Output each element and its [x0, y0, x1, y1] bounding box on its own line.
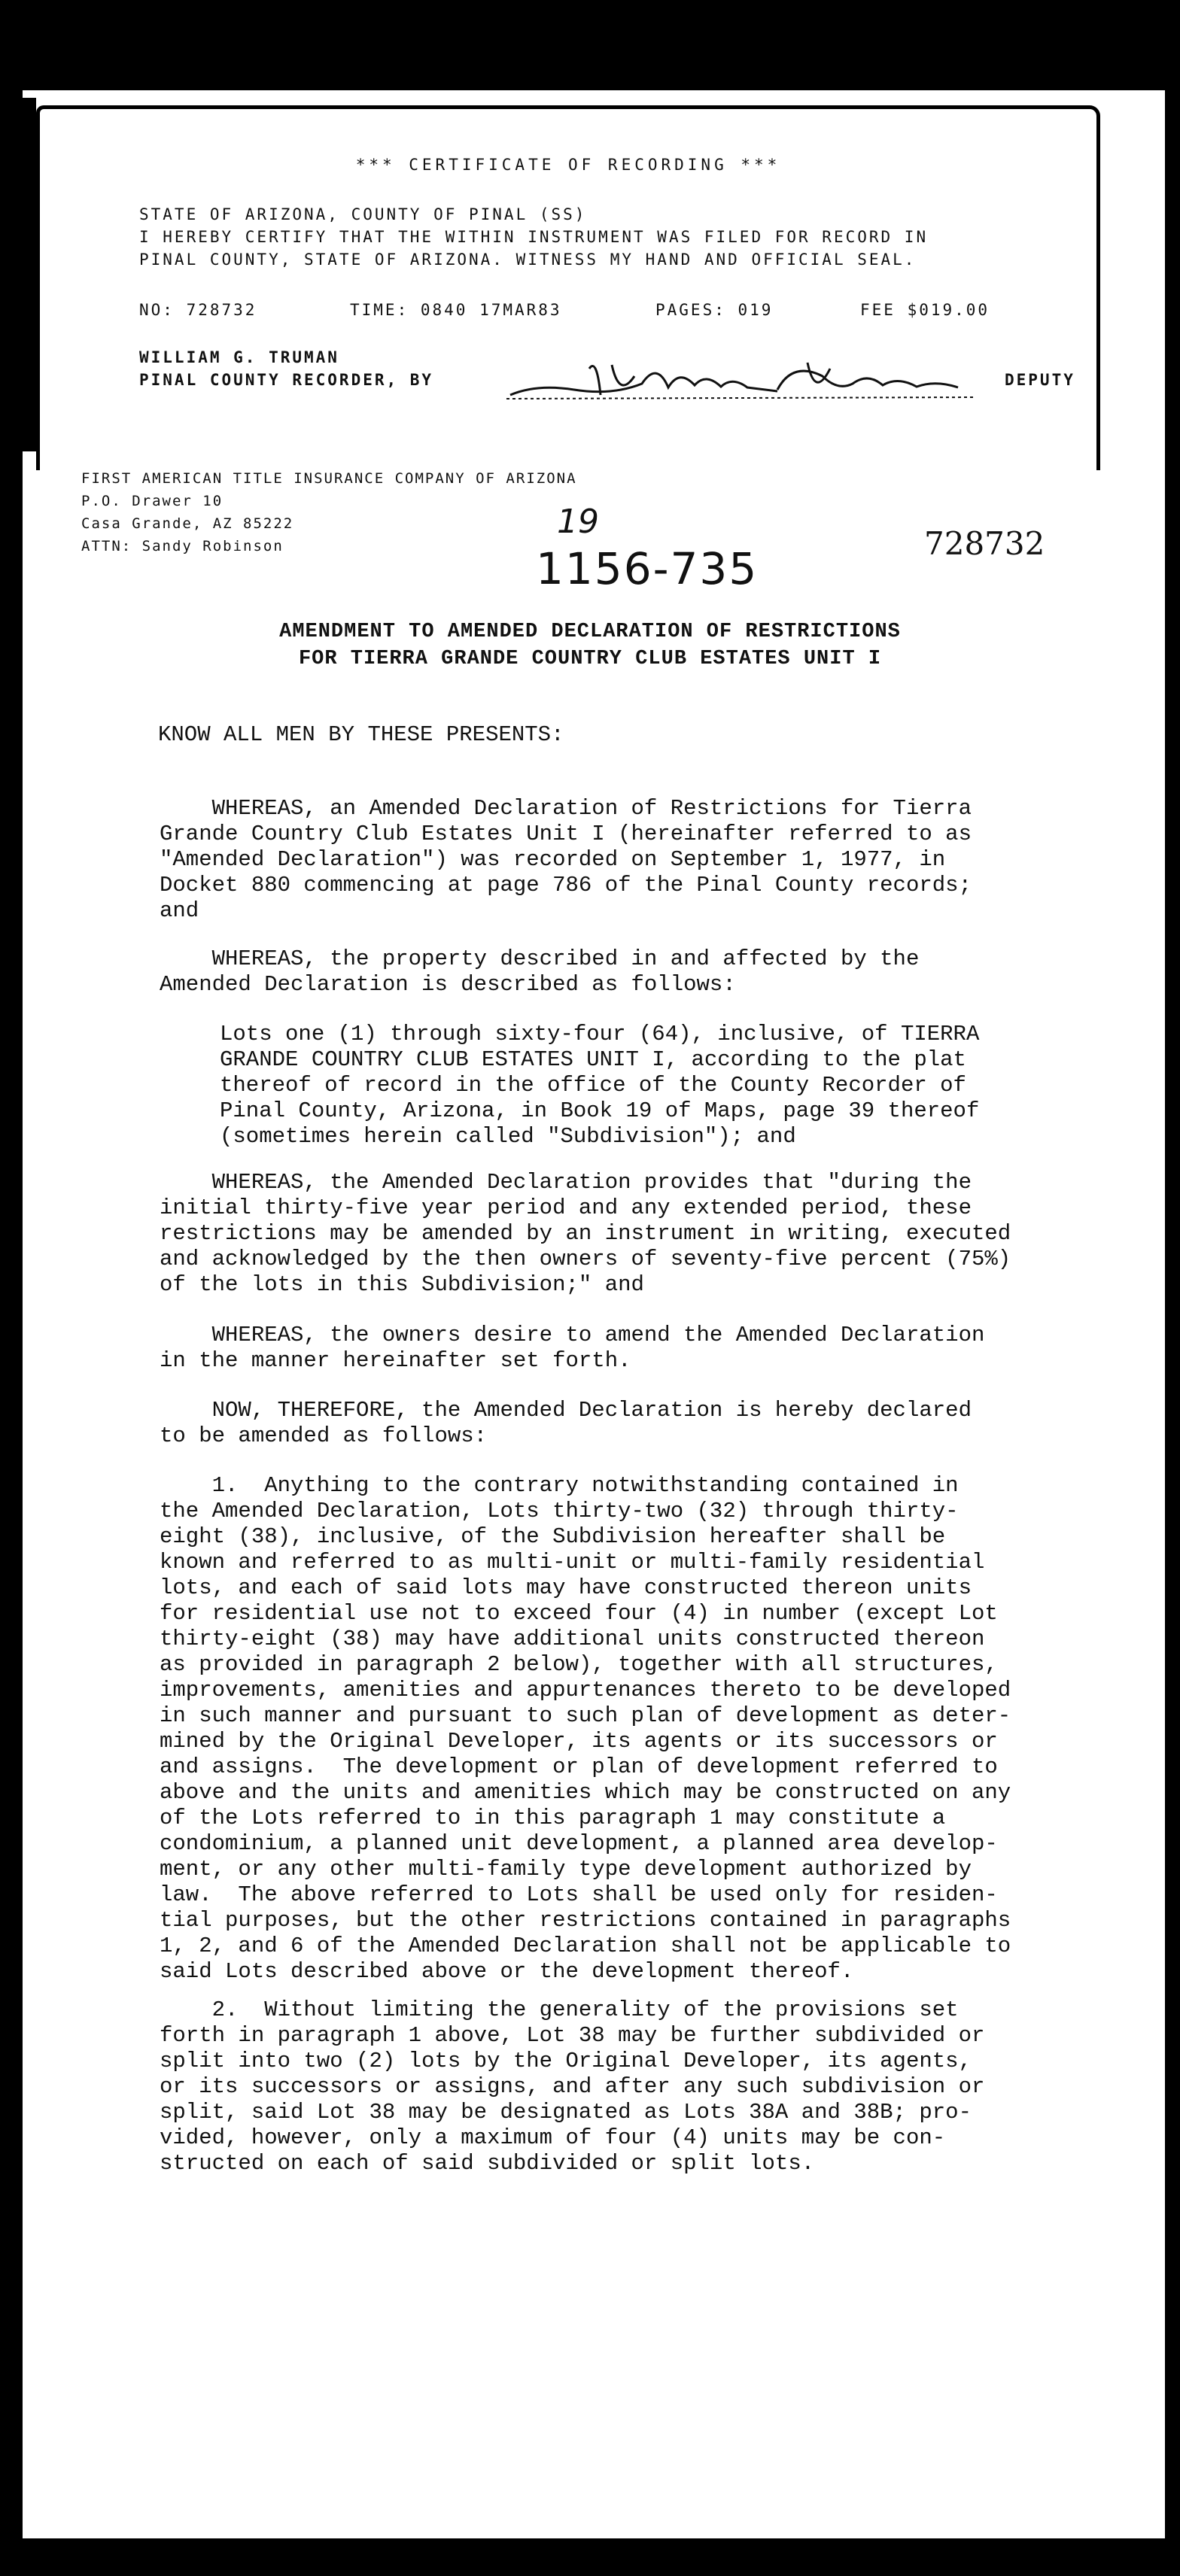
text-line: 1. Anything to the contrary notwithstanding contained in — [160, 1473, 959, 1498]
return-address-line-3: Casa Grande, AZ 85222 — [81, 515, 294, 532]
recording-fee: FEE $019.00 — [860, 301, 990, 319]
intro-line: KNOW ALL MEN BY THESE PRESENTS: — [158, 722, 564, 747]
text-line: Grande Country Club Estates Unit I (hereinafter referred to as — [160, 822, 972, 846]
recording-pages: PAGES: 019 — [655, 301, 774, 319]
return-address-line-4: ATTN: Sandy Robinson — [81, 538, 284, 554]
text-line: of the lots in this Subdivision;" and — [160, 1272, 644, 1297]
text-line: mined by the Original Developer, its agents or its successors or — [160, 1729, 998, 1754]
text-line: as provided in paragraph 2 below), together with all structures, — [160, 1652, 998, 1677]
text-line: law. The above referred to Lots shall be used only for residen- — [160, 1882, 998, 1907]
whereas-paragraph-3 — [160, 1170, 1011, 1298]
text-line: to be amended as follows: — [160, 1423, 488, 1448]
text-line: vided, however, only a maximum of four (4) units may be con- — [160, 2125, 946, 2150]
text-line: Lots one (1) through sixty-four (64), inclusive, of TIERRA — [220, 1022, 980, 1046]
text-line: the Amended Declaration, Lots thirty-two (32) through thirty- — [160, 1499, 959, 1523]
text-line: restrictions may be amended by an instrument in writing, executed — [160, 1221, 1011, 1246]
text-line: Pinal County, Arizona, in Book 19 of Maps, page 39 thereof — [220, 1098, 980, 1123]
deputy-signature — [506, 354, 973, 406]
text-line: known and referred to as multi-unit or multi-family residential — [160, 1550, 985, 1575]
certificate-state-line: STATE OF ARIZONA, COUNTY OF PINAL (SS) — [139, 205, 587, 223]
text-line: split into two (2) lots by the Original Developer, its agents, — [160, 2049, 972, 2073]
text-line: in the manner hereinafter set forth. — [160, 1348, 631, 1373]
certificate-of-recording — [36, 105, 1100, 470]
now-therefore-paragraph — [160, 1398, 972, 1449]
text-line: forth in paragraph 1 above, Lot 38 may be further subdivided or — [160, 2023, 985, 2048]
text-line: (sometimes herein called "Subdivision"); and — [220, 1124, 796, 1149]
text-line: WHEREAS, an Amended Declaration of Restrictions for Tierra — [160, 796, 972, 821]
text-line: and assigns. The development or plan of development referred to — [160, 1754, 998, 1779]
text-line: for residential use not to exceed four (4) in number (except Lot — [160, 1601, 998, 1626]
return-address-line-2: P.O. Drawer 10 — [81, 493, 224, 509]
text-line: and — [160, 898, 199, 923]
deputy-label: DEPUTY — [1005, 371, 1075, 389]
handwritten-page-count: 19 — [557, 503, 599, 541]
text-line: structed on each of said subdivided or split lots. — [160, 2151, 815, 2176]
text-line: NOW, THEREFORE, the Amended Declaration is hereby declared — [160, 1398, 972, 1423]
text-line: Docket 880 commencing at page 786 of the Pinal County records; — [160, 873, 972, 898]
lots-description — [220, 1022, 979, 1150]
certificate-title: *** CERTIFICATE OF RECORDING *** — [355, 156, 781, 174]
whereas-paragraph-2 — [160, 946, 919, 998]
handwritten-docket-number: 1156-735 — [536, 543, 759, 594]
text-line: WHEREAS, the Amended Declaration provides that "during the — [160, 1170, 972, 1195]
text-line: 1, 2, and 6 of the Amended Declaration shall not be applicable to — [160, 1934, 1011, 1958]
text-line: GRANDE COUNTRY CLUB ESTATES UNIT I, according to the plat — [220, 1047, 966, 1072]
scan-border-bottom — [0, 2538, 1180, 2576]
text-line: thirty-eight (38) may have additional units constructed thereon — [160, 1627, 985, 1651]
text-line: Amended Declaration is described as follows: — [160, 972, 736, 997]
text-line: split, said Lot 38 may be designated as Lots 38A and 38B; pro- — [160, 2100, 972, 2125]
recording-time: TIME: 0840 17MAR83 — [350, 301, 562, 319]
text-line: WHEREAS, the property described in and affected by the — [160, 946, 920, 971]
text-line: of the Lots referred to in this paragraph 1 may constitute a — [160, 1806, 946, 1830]
recorder-title: PINAL COUNTY RECORDER, BY — [139, 371, 434, 389]
text-line: in such manner and pursuant to such plan of development as deter- — [160, 1703, 1011, 1728]
text-line: lots, and each of said lots may have constructed thereon units — [160, 1575, 972, 1600]
text-line: said Lots described above or the development thereof. — [160, 1959, 854, 1984]
scan-edge-right — [1171, 98, 1180, 451]
text-line: condominium, a planned unit development, a planned area develop- — [160, 1831, 998, 1856]
text-line: "Amended Declaration") was recorded on September 1, 1977, in — [160, 847, 946, 872]
text-line: ment, or any other multi-family type development authorized by — [160, 1857, 972, 1882]
text-line: thereof of record in the office of the County Recorder of — [220, 1073, 966, 1098]
section-1-paragraph — [160, 1473, 1011, 1985]
return-address-line-1: FIRST AMERICAN TITLE INSURANCE COMPANY OF ARIZONA — [81, 470, 577, 487]
section-2-paragraph — [160, 1997, 984, 2177]
text-line: and acknowledged by the then owners of seventy-five percent (75%) — [160, 1247, 1011, 1271]
text-line: WHEREAS, the owners desire to amend the Amended Declaration — [160, 1323, 985, 1347]
scan-border-top — [0, 0, 1180, 90]
document-title-line-1: AMENDMENT TO AMENDED DECLARATION OF RESTRICTIONS — [279, 621, 901, 643]
certificate-certify-line-2: PINAL COUNTY, STATE OF ARIZONA. WITNESS MY HAND AND OFFICIAL SEAL. — [139, 251, 917, 269]
text-line: or its successors or assigns, and after any such subdivision or — [160, 2074, 985, 2099]
whereas-paragraph-4 — [160, 1323, 984, 1374]
document-title-line-2: FOR TIERRA GRANDE COUNTRY CLUB ESTATES UNIT I — [298, 648, 882, 670]
text-line: above and the units and amenities which may be constructed on any — [160, 1780, 1011, 1805]
text-line: tial purposes, but the other restrictions contained in paragraphs — [160, 1908, 1011, 1933]
scan-edge-left — [0, 98, 36, 451]
recording-number: NO: 728732 — [139, 301, 257, 319]
stamped-document-number: 728732 — [924, 525, 1045, 562]
certificate-certify-line-1: I HEREBY CERTIFY THAT THE WITHIN INSTRUMENT WAS FILED FOR RECORD IN — [139, 228, 929, 246]
text-line: 2. Without limiting the generality of the provisions set — [160, 1997, 959, 2022]
text-line: initial thirty-five year period and any extended period, these — [160, 1195, 972, 1220]
text-line: eight (38), inclusive, of the Subdivision hereafter shall be — [160, 1524, 946, 1549]
text-line: improvements, amenities and appurtenances thereto to be developed — [160, 1678, 1011, 1703]
whereas-paragraph-1 — [160, 796, 972, 924]
recorder-name: WILLIAM G. TRUMAN — [139, 348, 339, 366]
